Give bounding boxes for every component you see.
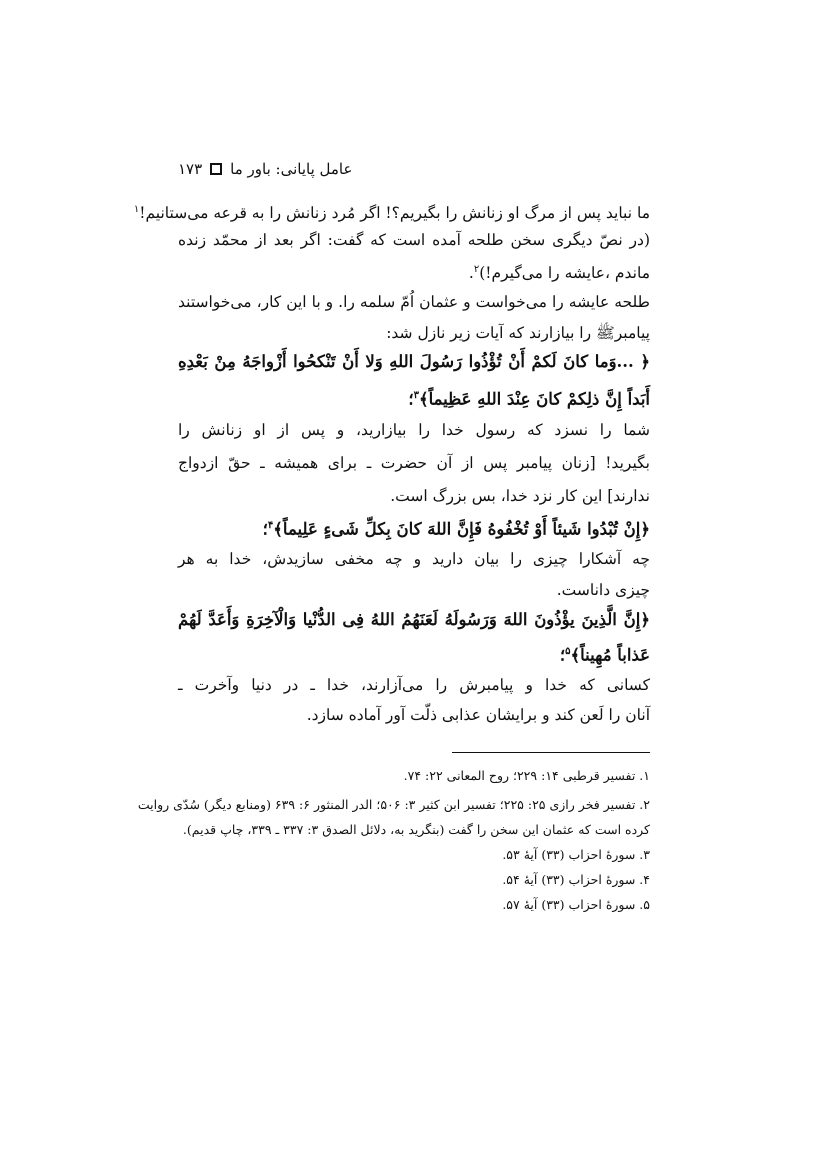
paragraph-line: ما نباید پس از مرگ او زنانش را بگیریم؟! اگر مُرد زنانش را به قرعه می‌ستانیم!$^۱$: [133, 204, 650, 223]
square-icon: [210, 163, 222, 175]
footnote-3: ۳. سورهٔ احزاب (۳۳) آیهٔ ۵۳.: [502, 847, 650, 862]
paragraph-line: طلحه عایشه را می‌خواست و عثمان اُمّ سلمه را. و با این کار، می‌خواستند: [178, 293, 650, 311]
footnote-ref: ۳: [413, 390, 419, 401]
quran-verse: عَذاباً مُهِیناً﴾$^۵$؛: [559, 645, 650, 665]
paragraph-line: ماندم ،عایشه را می‌گیرم!)$^۲$.: [468, 264, 650, 283]
paragraph-line: پیامبرﷺ را بیازارند که آیات زیر نازل شد:: [386, 324, 650, 342]
quran-verse: أَبَداً إِنَّ ذلِکمْ کانَ عِنْدَ اللهِ عَظِیماً﴾$^۳$؛: [408, 389, 650, 409]
paragraph-line: بگیرید! [زنان پیامبر پس از آن حضرت ـ برای همیشه ـ حقّ ازدواج: [178, 454, 650, 472]
quran-verse: ﴿ ...وَما کانَ لَکمْ أَنْ تُؤْذُوا رَسُولَ اللهِ وَلا أَنْ تَنْکحُوا أَزْواجَهُ مِنْ بَعْدِهِ: [178, 352, 650, 371]
paragraph-line: آنان را لَعن کند و برایشان عذابی ذلّت آور آماده سازد.: [306, 706, 650, 724]
header-title: عامل پایانی: باور ما: [230, 160, 353, 178]
running-header: [178, 157, 650, 181]
footnote-4: ۴. سورهٔ احزاب (۳۳) آیهٔ ۵۴.: [502, 872, 650, 887]
footnote-5: ۵. سورهٔ احزاب (۳۳) آیهٔ ۵۷.: [502, 897, 650, 912]
page-number: ۱۷۳: [178, 160, 203, 178]
paragraph-line: کسانی که خدا و پیامبرش را می‌آزارند، خدا ـ در دنیا وآخرت ـ: [178, 676, 650, 694]
paragraph-line: شما را نسزد که رسول خدا را بیازارید، و پس از او زنانش را: [178, 421, 650, 439]
footnote-ref: ۵: [565, 646, 571, 657]
quran-verse: ﴿إِنْ تُبْدُوا شَیئاً أَوْ تُخْفُوهُ فَإِنَّ اللهَ کانَ بِکلِّ شَیءٍ عَلِیماً﴾$^۴$؛: [262, 519, 650, 539]
footnote-ref: ۲: [473, 264, 480, 275]
footnote-2-continued: کرده است که عثمان این سخن را گفت (بنگرید به، دلائل الصدق ۳: ۳۳۷ ـ ۳۳۹، چاپ قدیم).: [182, 822, 650, 837]
paragraph-line: چیزی داناست.: [556, 581, 650, 599]
footnote-ref: ۴: [267, 520, 274, 531]
footnote-1: ۱. تفسیر قرطبی ۱۴: ۲۲۹؛ روح المعانی ۲۲: ۷۴.: [403, 768, 650, 783]
footnote-2: ۲. تفسیر فخر رازی ۲۵: ۲۲۵؛ تفسیر ابن کثیر ۳: ۵۰۶؛ الدر المنثور ۶: ۶۳۹ (ومنابع دیگر) سُدّی روایت: [137, 797, 650, 812]
paragraph-line: چه آشکارا چیزی را بیان دارید و چه مخفی سازیدش، خدا به هر: [178, 550, 650, 568]
footnote-ref: ۱: [133, 204, 140, 215]
quran-verse: ﴿إِنَّ الَّذِینَ یؤْذُونَ اللهَ وَرَسُولَهُ لَعَنَهُمُ اللهُ فِی الدُّنْیا وَالْآخِرَةِ وَأَعَدَّ لَهُمْ: [178, 610, 650, 629]
paragraph-line: (در نصّ دیگری سخن طلحه آمده است که گفت: اگر بعد از محمّد زنده: [178, 231, 650, 249]
footnote-divider: [452, 752, 650, 753]
paragraph-line: ندارند] این کار نزد خدا، بس بزرگ است.: [390, 487, 650, 505]
